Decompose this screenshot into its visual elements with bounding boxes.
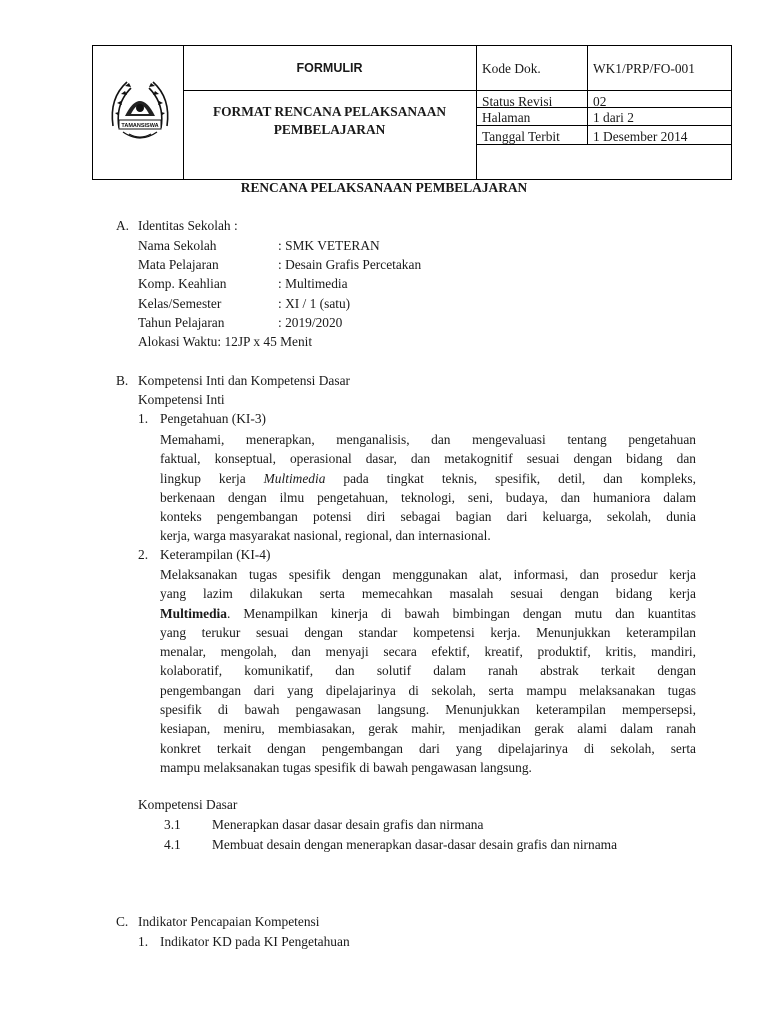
paragraph-line: kerja, warga masyarakat nasional, regional, dan internasional. — [160, 528, 491, 544]
kode-dok-label: Kode Dok. — [482, 61, 541, 76]
kode-dok-value: WK1/PRP/FO-001 — [593, 61, 695, 76]
ki4-title: Keterampilan (KI-4) — [160, 547, 271, 562]
identity-label: Mata Pelajaran — [138, 257, 219, 272]
paragraph-line: kesiapan, meniru, membiasakan, gerak mahir, menjadikan gerak alami dalam ranah — [160, 721, 696, 737]
paragraph-line: konkret terkait dengan pengembangan dari yang dipelajarinya di sekolah, serta — [160, 740, 696, 756]
identity-label: Tahun Pelajaran — [138, 315, 225, 330]
emphasis-text: Multimedia — [263, 470, 326, 486]
kd-text: Membuat desain dengan menerapkan dasar-dasar desain grafis dan nirnama — [212, 837, 618, 852]
paragraph-line: faktual, konseptual, operasional dasar, dan metakognitif sesuai dengan bidang dan — [160, 451, 696, 467]
halaman-value: 1 dari 2 — [593, 110, 634, 125]
text-span: . Menampilkan kinerja di bawah bimbingan dengan mutu dan kuantitas — [226, 605, 696, 621]
paragraph-line: mampu melaksanakan tugas spesifik di bawah pengawasan langsung. — [160, 759, 532, 775]
section-c-heading: Indikator Pencapaian Kompetensi — [138, 914, 320, 929]
paragraph-line: kolaboratif, komunikatif, dan solutif dalam ranah abstrak terkait dengan — [160, 663, 696, 679]
kd-number: 3.1 — [164, 817, 181, 832]
kd-heading: Kompetensi Dasar — [138, 797, 238, 812]
paragraph-line: berkenaan dengan ilmu pengetahuan, teknologi, seni, budaya, dan humaniora dalam — [160, 489, 696, 505]
header-divider — [587, 46, 588, 90]
paragraph-line — [160, 469, 696, 488]
section-b-heading: Kompetensi Inti dan Kompetensi Dasar — [138, 373, 350, 388]
identity-label: Nama Sekolah — [138, 238, 217, 253]
identity-value: : 2019/2020 — [278, 315, 343, 330]
section-a-heading: Identitas Sekolah : — [138, 218, 238, 233]
header-divider — [476, 46, 477, 179]
paragraph-line: konteks pengembangan potensi diri sebagai bagian dari keluarga, sekolah, dunia — [160, 509, 696, 525]
header-table — [92, 45, 732, 180]
ki-heading: Kompetensi Inti — [138, 392, 225, 407]
identity-value: : Multimedia — [278, 276, 348, 291]
document-title: RENCANA PELAKSANAAN PEMBELAJARAN — [240, 180, 528, 195]
identity-value: : XI / 1 (satu) — [278, 296, 351, 311]
paragraph-line: spesifik di bawah pengawasan langsung. Menunjukkan keterampilan mempersepsi, — [160, 702, 696, 718]
alokasi-waktu: Alokasi Waktu: 12JP x 45 Menit — [138, 334, 313, 349]
paragraph-line: Memahami, menerapkan, menganalisis, dan mengevaluasi tentang pengetahuan — [160, 432, 696, 447]
paragraph-line: menalar, mengolah, dan menyaji secara efektif, kreatif, produktif, kritis, mandiri, — [160, 644, 696, 660]
paragraph-line — [160, 604, 696, 623]
tanggal-terbit-label: Tanggal Terbit — [482, 129, 560, 144]
indikator-text: Indikator KD pada KI Pengetahuan — [160, 934, 350, 949]
bold-text: Multimedia — [160, 605, 227, 621]
header-divider — [587, 90, 588, 145]
tanggal-terbit-value: 1 Desember 2014 — [593, 129, 688, 144]
format-title-line: PEMBELAJARAN — [273, 122, 386, 137]
indikator-number: 1. — [138, 934, 149, 949]
text-span: pada tingkat teknis, spesifik, detil, dan kompleks, — [343, 470, 696, 486]
header-divider — [183, 90, 731, 91]
formulir-label: FORMULIR — [296, 61, 363, 75]
kd-text: Menerapkan dasar dasar desain grafis dan nirmana — [212, 817, 484, 832]
identity-value: : SMK VETERAN — [278, 238, 380, 253]
paragraph-line: Melaksanakan tugas spesifik dengan menggunakan alat, informasi, dan prosedur kerja — [160, 567, 696, 582]
paragraph-line: pengembangan dari yang dipelajarinya di sekolah, serta mampu melaksanakan tugas — [160, 682, 696, 698]
status-revisi-value: 02 — [593, 94, 607, 109]
ki3-number: 1. — [138, 411, 149, 426]
logo-text: TAMANSISWA — [121, 123, 159, 129]
section-c-marker: C. — [116, 914, 129, 929]
identity-label: Kelas/Semester — [138, 296, 222, 311]
section-b-marker: B. — [116, 373, 129, 388]
identity-value: : Desain Grafis Percetakan — [278, 257, 422, 272]
identity-label: Komp. Keahlian — [138, 276, 227, 291]
section-a-marker: A. — [116, 218, 130, 233]
format-title — [183, 103, 476, 139]
format-title-line: FORMAT RENCANA PELAKSANAAN — [212, 104, 447, 119]
ki3-paragraph — [160, 430, 696, 546]
text-span: lingkup kerja — [160, 470, 246, 486]
ki4-number: 2. — [138, 547, 149, 562]
ki3-title: Pengetahuan (KI-3) — [160, 411, 266, 426]
halaman-label: Halaman — [482, 110, 531, 125]
paragraph-line: yang terukur sesuai dengan standar kompetensi kerja. Menunjukkan keterampilan — [160, 624, 696, 640]
kd-number: 4.1 — [164, 837, 181, 852]
ki4-paragraph — [160, 565, 696, 777]
status-revisi-label: Status Revisi — [482, 94, 553, 109]
paragraph-line: yang lazim dilakukan serta memecahkan masalah sesuai dengan bidang kerja — [160, 586, 696, 602]
school-logo — [105, 68, 175, 158]
